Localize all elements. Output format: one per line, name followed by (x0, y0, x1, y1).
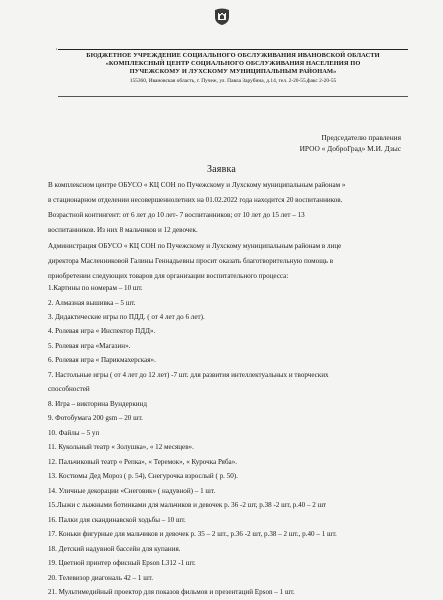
list-item: 10. Файлы – 5 уп (48, 428, 100, 437)
list-item: 11. Кукольный театр « Золушка», « 12 месяцев». (48, 443, 194, 452)
list-item: 17. Коньки фигурные для мальчиков и девочек р. 35 – 2 шт., р.36 -2 шт, р.38 – 2 шт., р.40 – 1 шт. (48, 530, 337, 539)
org-address: 155360, Ивановская область, г. Пучеж, ул. Павла Зарубина, д.14, тел. 2-20-55,факс 2-20-55 (129, 77, 337, 84)
org-name-line-3: ПУЧЕЖСКОМУ И ЛУХСКОМУ МУНИЦИПАЛЬНЫМ РАЙОНАМ» (129, 68, 337, 76)
letterhead-bottom-rule (58, 96, 408, 97)
list-item: 16. Палки для скандинавской ходьбы – 10 шт. (48, 515, 186, 524)
org-name-line-1: БЮДЖЕТНОЕ УЧРЕЖДЕНИЕ СОЦИАЛЬНОГО ОБСЛУЖИВАНИЯ ИВАНОВСКОЙ ОБЛАСТИ (86, 52, 380, 59)
list-item: 4. Ролевая игра « Инспектор ПДД». (48, 327, 156, 336)
list-item: 2. Алмазная вышивка – 5 шт. (48, 298, 136, 307)
list-item: 6. Ролевая игра « Парикмахерская». (48, 356, 156, 365)
list-item: 21. Мультимедийный проектор для показов фильмов и презентаций Epson – 1 шт. (48, 588, 295, 596)
intro-line: Возрастной контингент: от 6 лет до 10 лет- 7 воспитанников; от 10 лет до 15 лет – 13 (48, 211, 305, 219)
list-item: 19. Цветной принтер офисный Epson L312 -1 шт. (48, 559, 196, 567)
letterhead (58, 52, 408, 85)
intro-line: приобретении следующих товаров для организации воспитательного процесса: (48, 272, 289, 280)
intro-line: директора Масленниковой Галины Геннадьевны просит оказать благотворительную помощь в (48, 257, 334, 265)
list-item: 20. Телевизор диагональ 42 – 1 шт. (48, 573, 154, 582)
recipient-line-1: Председателю правления (321, 133, 401, 142)
coat-of-arms-icon (212, 6, 232, 26)
intro-line: Администрация ОБУСО « КЦ СОН по Пучежскому и Лухскому муниципальным районам в лице (48, 242, 342, 250)
list-item: 7. Настольные игры ( от 4 лет до 12 лет) -7 шт. для развития интеллектуальных и творческих (48, 370, 329, 379)
intro-line: воспитанников. Из них 8 мальчиков и 12 девочек. (48, 226, 198, 234)
list-item: 3. Дидактические игры по ПДД. ( от 4 лет до 6 лет). (48, 313, 205, 321)
intro-paragraph-2 (48, 239, 408, 284)
intro-line: В комплексном центре ОБУСО « КЦ СОН по Пучежскому и Лухскому муниципальным районам » (48, 181, 346, 189)
list-item: 1.Картины по номерам – 10 шт. (48, 284, 143, 292)
list-item: 12. Пальчиковый театр « Репка», « Теремок», « Курочка Ряба». (48, 457, 238, 466)
document-title: Заявка (206, 164, 237, 175)
recipient-block (300, 133, 401, 154)
list-item: 18. Детский надувной бассейн для купания. (48, 544, 181, 553)
list-item: 13. Костюмы Дед Мороз ( р. 54), Снегурочка взрослый ( р. 50). (48, 472, 238, 481)
list-item: 15.Лыжи с лыжными ботинками для мальчиков и девочек р. 36 -2 шт, р.38 -2 шт, р.40 – 2 шт (48, 501, 327, 510)
list-item: 8. Игра – викторина Вундеркинд (48, 399, 147, 408)
list-item: 9. Фотобумага 200 gsm – 20 шт. (48, 414, 143, 423)
list-item: способностей (48, 385, 90, 394)
intro-line: в стационарном отделении несовершеннолетних на 01.02.2022 года находится 20 воспитанников. (48, 196, 343, 204)
intro-paragraph-1 (48, 178, 408, 238)
list-item: 5. Ролевая игра «Магазин». (48, 341, 131, 350)
recipient-line-2: ИРОО « ДоброГрад» М.И. Дзыс (299, 143, 401, 153)
org-name-line-2: «КОМПЛЕКСНЫЙ ЦЕНТР СОЦИАЛЬНОГО ОБСЛУЖИВАНИЯ НАСЕЛЕНИЯ ПО (105, 60, 361, 68)
handwritten-mark: , (56, 45, 58, 51)
list-item: 14. Уличные декорации «Снеговик» ( надувной) – 1 шт. (48, 486, 216, 495)
letterhead-top-rule (58, 49, 408, 50)
